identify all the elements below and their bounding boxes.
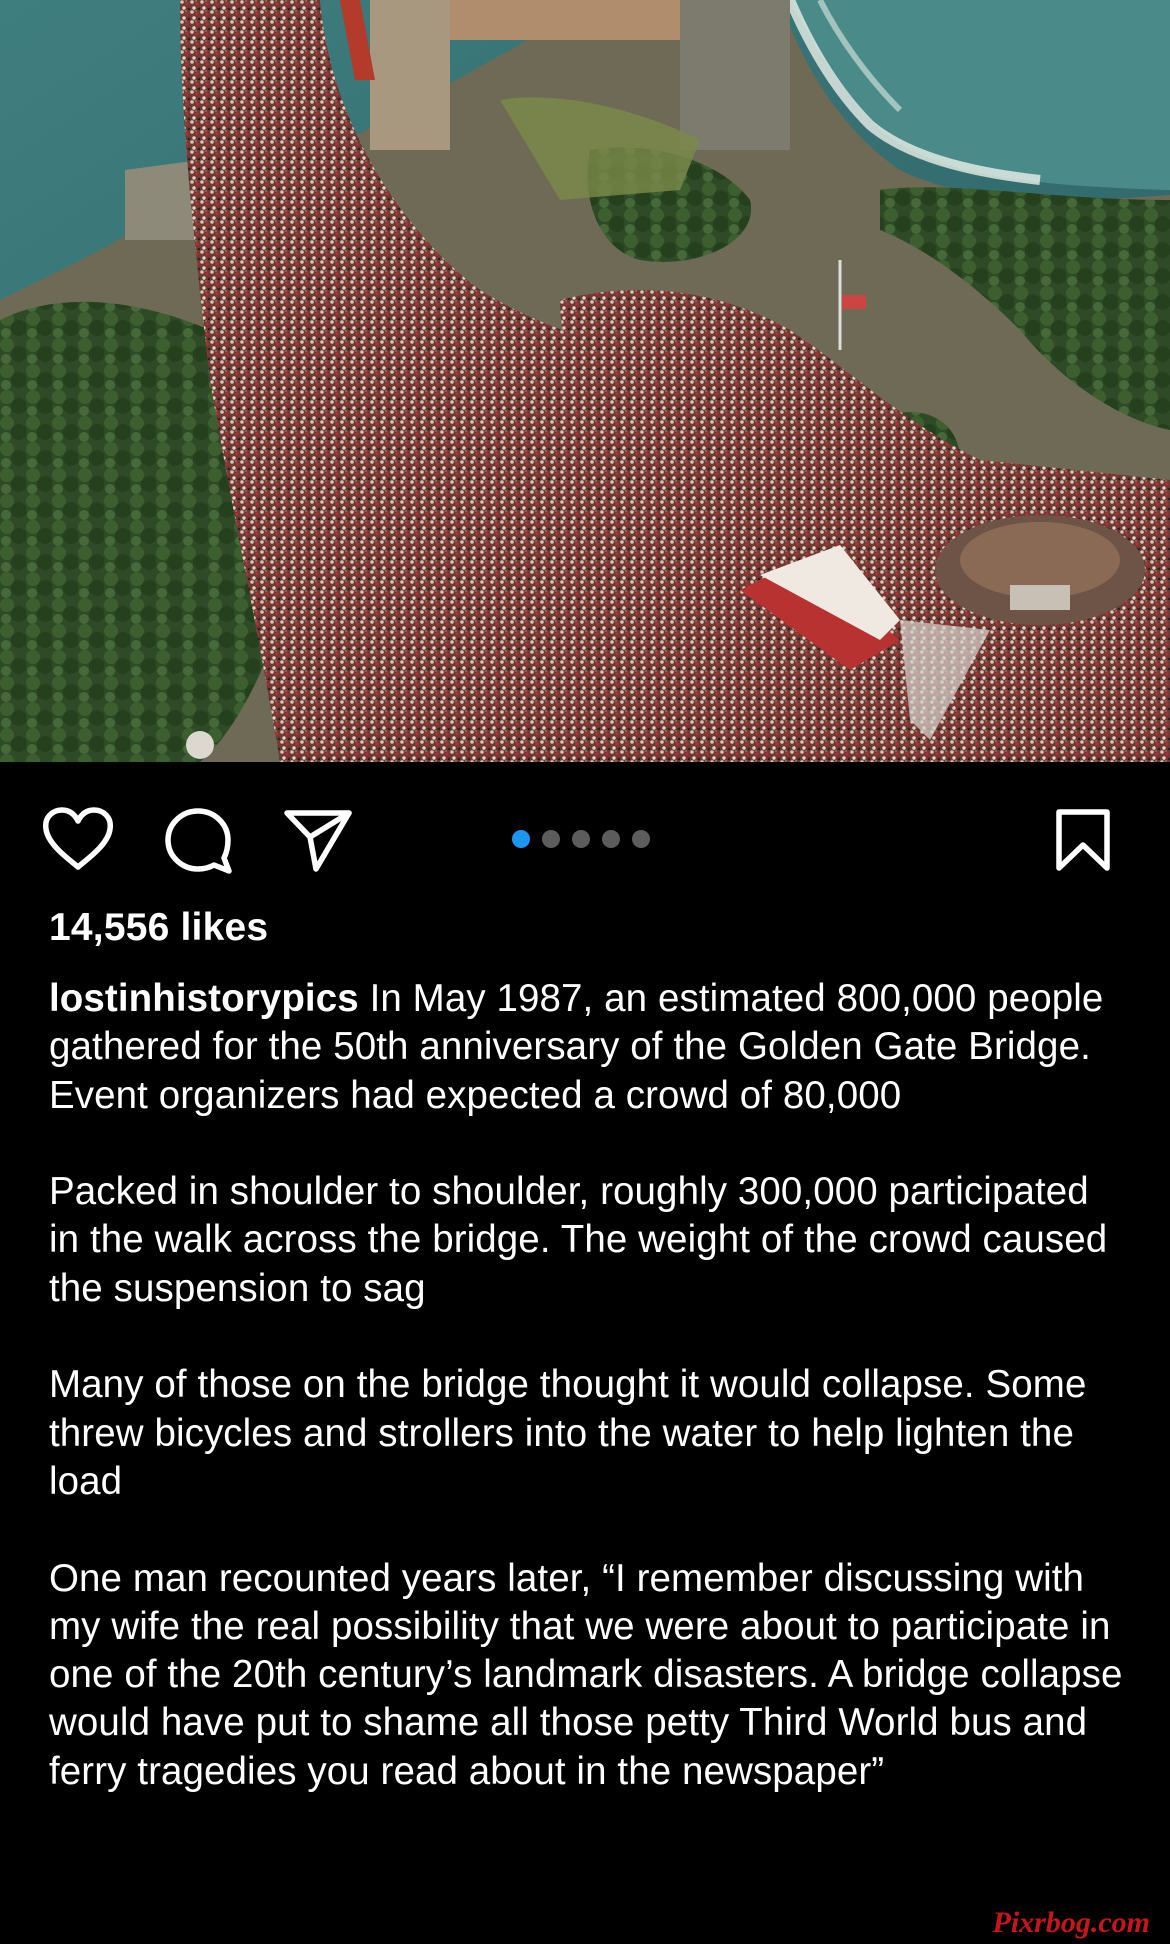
- carousel-dot-active[interactable]: [512, 830, 530, 848]
- caption-paragraph: [49, 975, 1129, 1120]
- bookmark-icon: [1053, 807, 1113, 873]
- likes-count[interactable]: 14,556 likes: [49, 906, 269, 949]
- carousel-dot[interactable]: [542, 830, 560, 848]
- username[interactable]: lostinhistorypics: [49, 977, 359, 1020]
- comment-button[interactable]: [160, 802, 236, 878]
- post-action-bar: [0, 762, 1170, 908]
- carousel-dot[interactable]: [632, 830, 650, 848]
- comment-bubble-icon: [163, 805, 233, 875]
- caption-paragraph: One man recounted years later, “I remember discussing with my wife the real possibility that we were about to participate in one of the 20th century’s landmark disasters. A bridge collapse would have put to shame all those petty Third World bus and ferry tragedies you read about in the newspaper”: [49, 1556, 1123, 1793]
- paper-plane-icon: [283, 807, 353, 873]
- caption-paragraph: Many of those on the bridge thought it would collapse. Some threw bicycles and strollers into the water to help lighten the load: [49, 1363, 1087, 1503]
- post-photo[interactable]: [0, 0, 1170, 762]
- like-button[interactable]: [40, 802, 116, 878]
- post-caption: [49, 975, 1129, 1796]
- share-button[interactable]: [280, 802, 356, 878]
- caption-text: In May 1987, an estimated 800,000 people gathered for the 50th anniversary of the Golden Gate Bridge. Event organizers had expected a crowd of 80,000: [49, 977, 1104, 1117]
- save-button[interactable]: [1045, 802, 1121, 878]
- crowd-bridge-image: [0, 0, 1170, 762]
- heart-icon: [42, 807, 114, 873]
- carousel-dot[interactable]: [602, 830, 620, 848]
- carousel-dot[interactable]: [572, 830, 590, 848]
- watermark: Pixrbog.com: [992, 1906, 1150, 1939]
- caption-paragraph: Packed in shoulder to shoulder, roughly 300,000 participated in the walk across the bridge. The weight of the crowd caused the suspension to sag: [49, 1170, 1108, 1310]
- carousel-indicator: [512, 826, 650, 852]
